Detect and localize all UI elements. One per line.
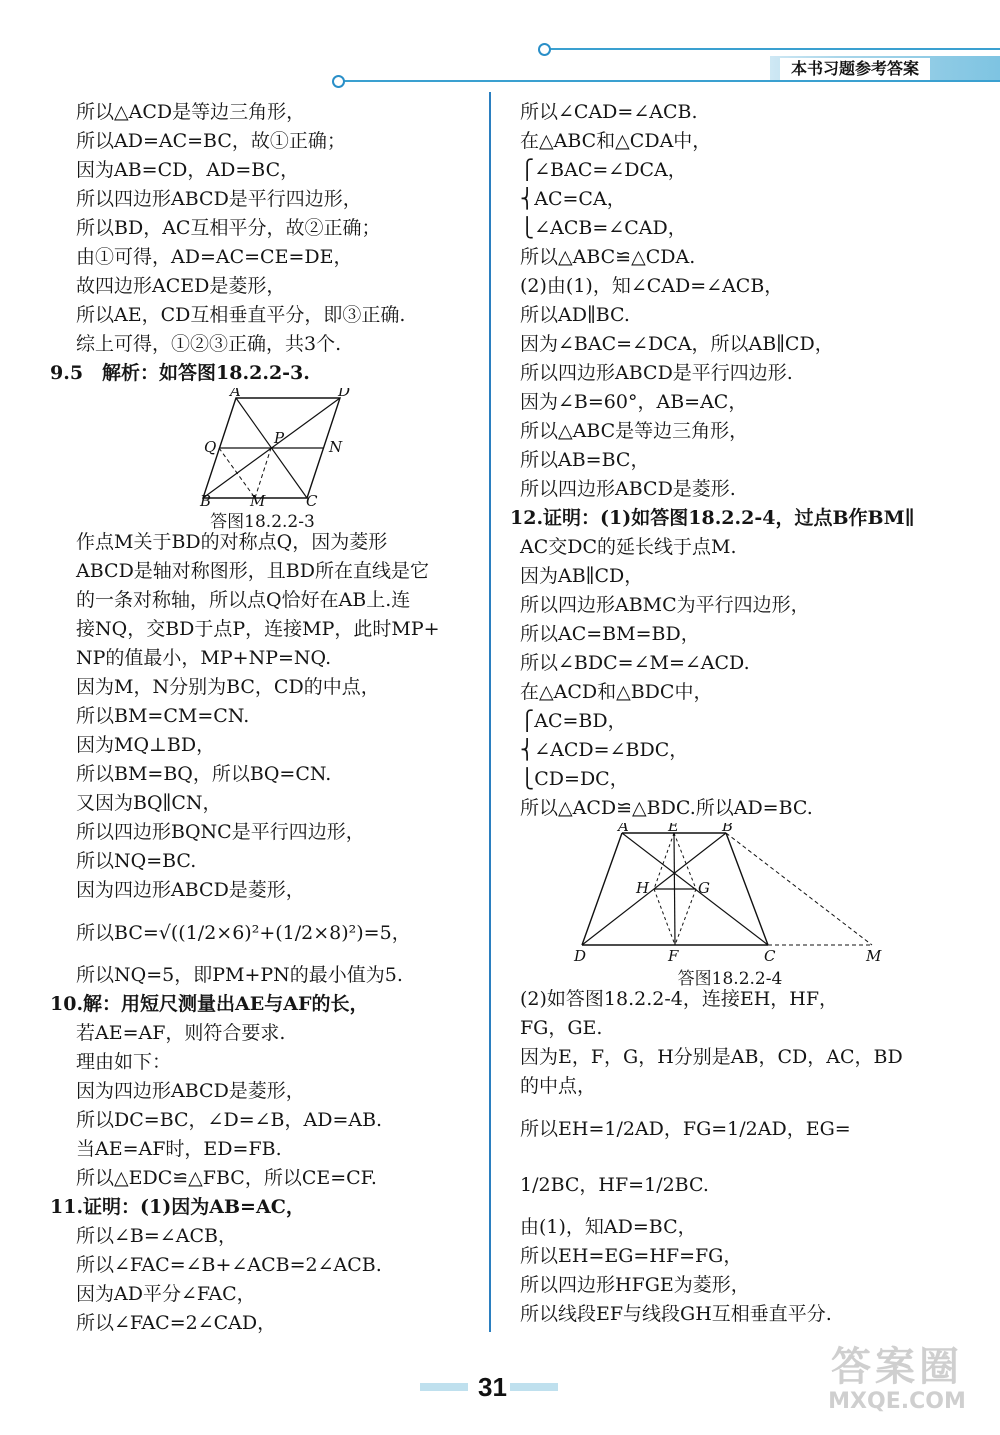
text-line: 所以四边形ABMC为平行四边形，	[520, 594, 810, 616]
page-header	[330, 44, 1000, 84]
label-B: B	[722, 823, 734, 835]
header-rule-top	[545, 48, 1000, 50]
watermark-url: MXQE.COM	[828, 1389, 966, 1414]
text-line: 因为E，F，G，H分别是AB，CD，AC，BD	[520, 1046, 903, 1068]
text-line: 故四边形ACED是菱形，	[76, 275, 286, 297]
figure-caption: 答图18.2.2-3	[210, 512, 315, 532]
text-line: 因为∠BAC=∠DCA，所以AB∥CD，	[520, 333, 834, 355]
label-M: M	[250, 492, 266, 506]
text-line: 所以四边形BQNC是平行四边形，	[76, 821, 365, 843]
text-line: 由①可得，AD=AC=CE=DE，	[76, 246, 353, 268]
page-number: 31	[478, 1372, 507, 1402]
label-D: D	[574, 947, 587, 963]
watermark-logo	[822, 1345, 972, 1423]
formula-line: 所以BC=√((1/2×6)²+(1/2×8)²)=5，	[76, 922, 411, 944]
text-line: 所以△EDC≌△FBC，所以CE=CF.	[76, 1167, 377, 1189]
text-line: (2)由(1)，知∠CAD=∠ACB，	[520, 275, 784, 297]
text-line: 所以NQ=5，即PM+PN的最小值为5.	[76, 964, 403, 986]
text-line: 所以AD∥BC.	[520, 304, 630, 326]
text-line: 因为MQ⊥BD，	[76, 734, 216, 756]
footer-decoration-right	[510, 1383, 558, 1391]
text-line: 所以BM=CM=CN.	[76, 705, 250, 727]
header-dot-top	[538, 43, 551, 56]
figure-18-2-2-3	[50, 388, 475, 532]
right-column	[510, 98, 950, 1329]
brace-line: ⎩∠ACB=∠CAD，	[520, 217, 687, 239]
text-line: 所以EH=EG=HF=FG，	[520, 1245, 743, 1267]
label-Q: Q	[204, 438, 217, 456]
trapezoid-diagram	[510, 823, 950, 963]
label-M: M	[866, 947, 882, 963]
label-A: A	[230, 388, 241, 400]
rhombus-diagram	[50, 388, 475, 506]
text-line: 因为四边形ABCD是菱形，	[76, 879, 305, 901]
text-line: 又因为BQ∥CN，	[76, 792, 222, 814]
text-line: 因为AB=CD，AD=BC，	[76, 159, 300, 181]
text-line: AC交DC的延长线于点M.	[520, 536, 737, 558]
text-line: 在△ABC和△CDA中，	[520, 130, 712, 152]
text-line: 所以线段EF与线段GH互相垂直平分.	[520, 1303, 832, 1325]
text-line: 所以∠B=∠ACB，	[76, 1225, 237, 1247]
text-line: 因为M，N分别为BC，CD的中点，	[76, 676, 380, 698]
text-line: ABCD是轴对称图形，且BD所在直线是它	[76, 560, 430, 582]
text-line: 所以四边形HFGE为菱形，	[520, 1274, 750, 1296]
left-column	[50, 98, 475, 1338]
question-10-heading: 10.解：用短尺测量出AE与AF的长，	[50, 993, 369, 1015]
text-line: FG，GE.	[520, 1017, 603, 1039]
header-dot-bottom	[332, 75, 345, 88]
figure-caption: 答图18.2.2-4	[677, 969, 783, 989]
label-N: N	[329, 438, 343, 456]
text-line: 所以AB=BC，	[520, 449, 650, 471]
brace-line: ⎨∠ACD=∠BDC，	[520, 739, 689, 761]
text-line: 由(1)，知AD=BC，	[520, 1216, 697, 1238]
text-line: 所以四边形ABCD是平行四边形，	[76, 188, 362, 210]
text-line: 所以△ACD是等边三角形，	[76, 101, 306, 123]
text-line: 所以△ABC是等边三角形，	[520, 420, 749, 442]
text-line: 因为AB∥CD，	[520, 565, 644, 587]
text-line: 因为四边形ABCD是菱形，	[76, 1080, 305, 1102]
text-line: 所以AD=AC=BC，故①正确；	[76, 130, 346, 152]
text-line: 因为AD平分∠FAC，	[76, 1283, 256, 1305]
label-E: E	[668, 823, 679, 835]
text-line: 所以△ACD≌△BDC.所以AD=BC.	[520, 797, 813, 819]
brace-line: ⎩CD=DC，	[520, 768, 629, 790]
text-line: 的一条对称轴，所以点Q恰好在AB上.连	[76, 589, 411, 611]
text-line: 接NQ，交BD于点P，连接MP，此时MP+	[76, 618, 440, 640]
brace-line: ⎨AC=CA，	[520, 188, 626, 210]
label-D: D	[338, 388, 351, 400]
text-line: NP的值最小，MP+NP=NQ.	[76, 647, 332, 669]
header-rule-bottom	[340, 80, 1000, 82]
question-11-heading: 11.证明：(1)因为AB=AC，	[50, 1196, 305, 1218]
label-C: C	[306, 492, 318, 506]
label-F: F	[668, 947, 679, 963]
text-line: 所以NQ=BC.	[76, 850, 197, 872]
text-line: 理由如下：	[76, 1051, 172, 1073]
text-line: 所以四边形ABCD是菱形.	[520, 478, 736, 500]
text-line: 因为∠B=60°，AB=AC，	[520, 391, 748, 413]
text-line: 所以DC=BC，∠D=∠B，AD=AB.	[76, 1109, 383, 1131]
label-C: C	[764, 947, 776, 963]
label-H: H	[636, 879, 650, 897]
column-divider	[489, 92, 491, 1332]
label-B: B	[200, 492, 212, 506]
brace-line: ⎧∠BAC=∠DCA，	[520, 159, 687, 181]
text-line: 所以△ABC≌△CDA.	[520, 246, 696, 268]
label-G: G	[698, 879, 710, 897]
text-line: 所以四边形ABCD是平行四边形.	[520, 362, 793, 384]
text-line: 所以BD，AC互相平分，故②正确；	[76, 217, 381, 239]
question-12-heading: 12.证明：(1)如答图18.2.2-4，过点B作BM∥	[510, 507, 915, 529]
text-line: (2)如答图18.2.2-4，连接EH，HF，	[520, 988, 839, 1010]
text-line: 若AE=AF，则符合要求.	[76, 1022, 286, 1044]
label-P: P	[274, 429, 285, 447]
text-line: 综上可得，①②③正确，共3个.	[76, 333, 342, 355]
watermark-text: 答案圈	[831, 1344, 963, 1390]
figure-18-2-2-4	[510, 823, 950, 989]
text-line: 所以BM=BQ，所以BQ=CN.	[76, 763, 332, 785]
text-line: 所以∠CAD=∠ACB.	[520, 101, 698, 123]
text-line: 当AE=AF时，ED=FB.	[76, 1138, 282, 1160]
text-line: 在△ACD和△BDC中，	[520, 681, 713, 703]
question-9-heading: 9.5 解析：如答图18.2.2-3.	[50, 362, 310, 384]
text-line: 作点M关于BD的对称点Q，因为菱形	[76, 531, 388, 553]
text-line: 所以∠BDC=∠M=∠ACD.	[520, 652, 750, 674]
header-title: 本书习题参考答案	[780, 58, 930, 80]
text-line: 所以∠FAC=∠B+∠ACB=2∠ACB.	[76, 1254, 382, 1276]
brace-line: ⎧AC=BD，	[520, 710, 627, 732]
text-line: 所以∠FAC=2∠CAD，	[76, 1312, 277, 1334]
text-line: 所以AC=BM=BD，	[520, 623, 700, 645]
equation-line: 所以EH=1/2AD，FG=1/2AD，EG=	[520, 1118, 851, 1140]
text-line: 的中点，	[520, 1075, 597, 1097]
label-A: A	[618, 823, 629, 835]
equation-line: 1/2BC，HF=1/2BC.	[520, 1174, 709, 1196]
text-line: 所以AE，CD互相垂直平分，即③正确.	[76, 304, 406, 326]
footer-decoration-left	[420, 1383, 468, 1391]
